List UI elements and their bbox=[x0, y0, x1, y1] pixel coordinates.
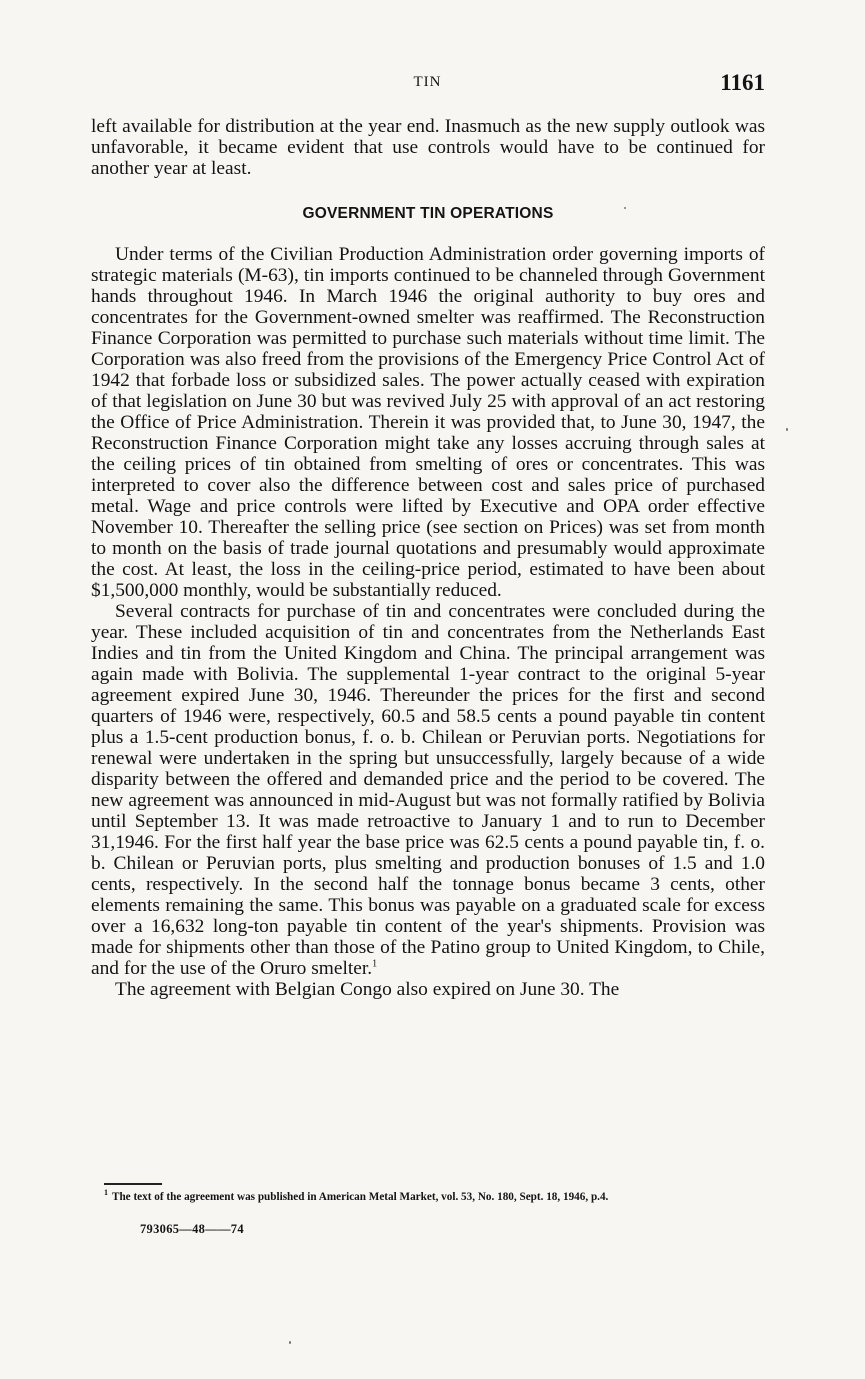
scan-speck bbox=[786, 428, 788, 431]
running-head bbox=[90, 70, 765, 100]
footnote-text: The text of the agreement was published in American Metal Market, vol. 53, No. 180, Sept. 18, 1946, p.4. bbox=[112, 1191, 609, 1203]
footnote-divider bbox=[104, 1183, 162, 1185]
page-number: 1161 bbox=[720, 70, 765, 95]
body-text bbox=[91, 116, 765, 1000]
running-title: TIN bbox=[413, 74, 442, 90]
footnote-mark: 1 bbox=[104, 1188, 108, 1198]
scan-speck bbox=[624, 207, 626, 209]
section-heading: GOVERNMENT TIN OPERATIONS bbox=[302, 205, 554, 222]
footnote bbox=[104, 1188, 764, 1203]
continuation-paragraph: left available for distribution at the year end. Inasmuch as the new supply outlook was unfavorable, it became evident that use controls would have to be continued for another year at least. bbox=[91, 116, 765, 179]
footnote-reference: 1 bbox=[372, 958, 378, 970]
paragraph-contracts-text: Several contracts for purchase of tin and concentrates were concluded during the year. These included acquisition of tin and concentrates from the Netherlands East Indies and tin from the United Kingdom and China. The principal arrangement was again made with Bolivia. The supplemental 1-year contract to the original 5-year agreement expired June 30, 1946. Thereunder the prices for the first and second quarters of 1946 were, respectively, 60.5 and 58.5 cents a pound payable tin content plus a 1.5-cent production bonus, f. o. b. Chilean or Peruvian ports. Negotiations for renewal were undertaken in the spring but unsuccessfully, largely because of a wide disparity between the offered and demanded price and the period to be covered. The new agreement was announced in mid-August but was not formally ratified by Bolivia until September 13. It was made retroactive to January 1 and to run to December 31,1946. For the first half year the base price was 62.5 cents a pound payable tin, f. o. b. Chilean or Peruvian ports, plus smelting and production bonuses of 1.5 and 1.0 cents, respectively. In the second half the tonnage bonus became 3 cents, other elements remaining the same. This bonus was payable on a graduated scale for excess over a 16,632 long-ton payable tin content of the year's shipments. Provision was made for shipments other than those of the Patino group to United Kingdom, to Chile, and for the use of the Oruro smelter. bbox=[91, 601, 765, 979]
paragraph-government-tin-operations: Under terms of the Civilian Production Administration order governing imports of strategic materials (M-63), tin imports continued to be channeled through Government hands throughout 1946. In March 1946 the original authority to buy ores and concentrates for the Government-owned smelter was reaffirmed. The Reconstruction Finance Corporation was permitted to purchase such materials without time limit. The Corporation was also freed from the provisions of the Emergency Price Control Act of 1942 that forbade loss or subsidized sales. The power actually ceased with expiration of that legislation on June 30 but was revived July 25 with approval of an act restoring the Office of Price Administration. Therein it was provided that, to June 30, 1947, the Reconstruction Finance Corporation might take any losses accruing through sales at the ceiling prices of tin obtained from smelting of ores or concentrates. This was interpreted to cover also the difference between cost and sales price of purchased metal. Wage and price controls were lifted by Executive and OPA order effective November 10. Thereafter the selling price (see section on Prices) was set from month to month on the basis of trade journal quotations and presumably would approximate the cost. At least, the loss in the ceiling-price period, estimated to have been about $1,500,000 monthly, would be substantially reduced. bbox=[91, 244, 765, 601]
paragraph-belgian-congo: The agreement with Belgian Congo also expired on June 30. The bbox=[115, 979, 620, 1000]
scan-speck bbox=[289, 1341, 291, 1344]
paragraph-contracts bbox=[91, 601, 765, 979]
print-code: 793065—48——74 bbox=[140, 1222, 244, 1236]
